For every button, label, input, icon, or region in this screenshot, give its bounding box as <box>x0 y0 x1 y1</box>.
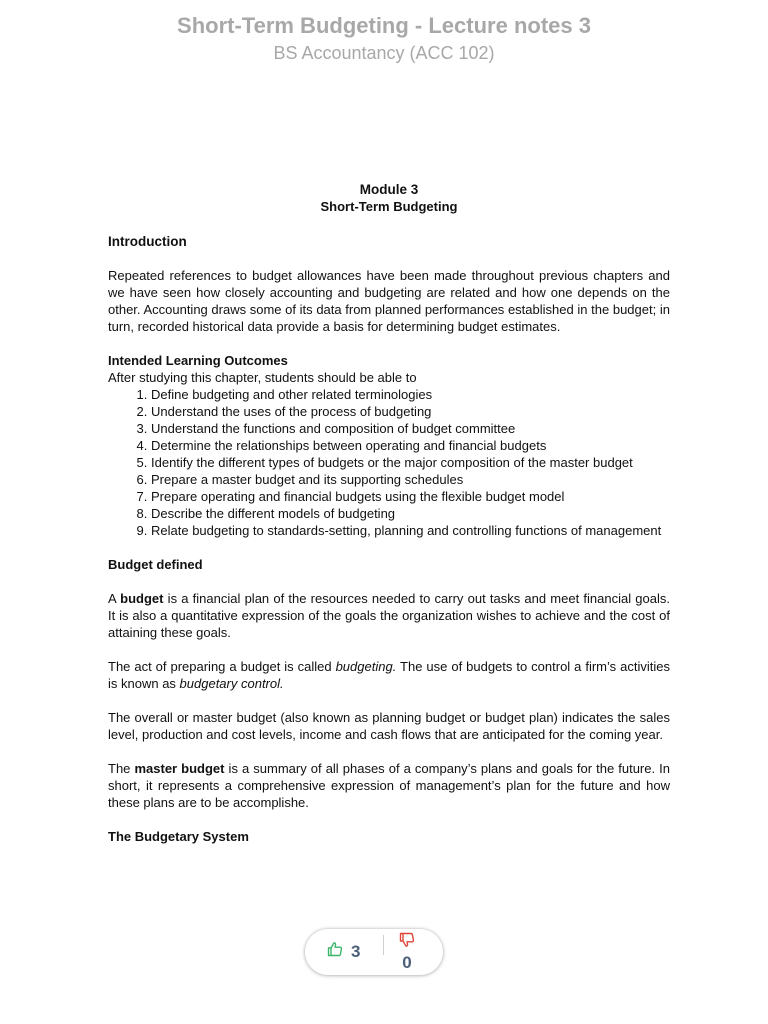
list-item: 3. Understand the functions and composition of budget committee <box>151 420 670 437</box>
upvote-button[interactable] <box>327 941 360 962</box>
upvote-count: 3 <box>351 941 361 961</box>
list-item: 2. Understand the uses of the process of budgeting <box>151 403 670 420</box>
module-number: Module 3 <box>359 182 419 197</box>
text-run: The <box>108 761 135 776</box>
text-run: is a financial plan of the resources needed to carry out tasks and meet financial goals. It is also a quantitative expression of the goals the organization wishes to achieve and the cost of attaining these goals. <box>108 591 670 640</box>
thumbs-down-icon <box>399 935 415 952</box>
master-budget-paragraph <box>108 760 670 811</box>
list-item: 1. Define budgeting and other related terminologies <box>151 386 670 403</box>
learning-outcomes-list <box>108 386 670 539</box>
budgeting-paragraph <box>108 658 670 692</box>
text-run: The use of budgets to control a firm’s activities is known as <box>108 659 670 691</box>
budgetary-system-heading: The Budgetary System <box>108 829 249 844</box>
text-run: A <box>108 591 121 606</box>
course-subtitle: BS Accountancy (ACC 102) <box>273 43 495 63</box>
list-item: 8. Describe the different models of budgeting <box>151 505 670 522</box>
vote-divider <box>383 935 384 955</box>
downvote-button[interactable] <box>393 932 421 973</box>
list-item: 6. Prepare a master budget and its supporting schedules <box>151 471 670 488</box>
term-budgeting: budgeting. <box>335 659 397 674</box>
list-item: 4. Determine the relationships between operating and financial budgets <box>151 437 670 454</box>
budget-defined-heading: Budget defined <box>108 557 203 572</box>
downvote-count: 0 <box>402 953 412 972</box>
list-item: 7. Prepare operating and financial budgets using the flexible budget model <box>151 488 670 505</box>
term-budgetary-control: budgetary control. <box>179 676 284 691</box>
list-item: 5. Identify the different types of budgets or the major composition of the master budget <box>151 454 670 471</box>
introduction-heading: Introduction <box>108 234 187 249</box>
master-budget-overview-paragraph: The overall or master budget (also known as planning budget or budget plan) indicates the sales level, production and cost levels, income and cash flows that are anticipated for the coming year. <box>108 710 670 742</box>
budget-definition-paragraph <box>108 590 670 641</box>
vote-widget <box>305 929 443 975</box>
text-run: is a summary of all phases of a company’s plans and goals for the future. In short, it represents a comprehensive expression of management’s plan for the future and how these plans are to be accomplishe. <box>108 761 671 810</box>
text-run: The act of preparing a budget is called <box>108 659 336 674</box>
thumbs-up-icon <box>327 941 343 962</box>
learning-outcomes-heading: Intended Learning Outcomes <box>108 353 288 368</box>
list-item: 9. Relate budgeting to standards-setting, planning and controlling functions of management <box>151 522 670 539</box>
term-master-budget: master budget <box>134 761 225 776</box>
document-title: Short-Term Budgeting - Lecture notes 3 <box>177 13 591 38</box>
term-budget: budget <box>120 591 164 606</box>
introduction-paragraph: Repeated references to budget allowances have been made throughout previous chapters and we have seen how closely accounting and budgeting are related and how one depends on the other. Accounting draws some of its data from planned performances established in the budget; in turn, recorded historical data provide a basis for determining budget estimates. <box>108 268 670 334</box>
document-header <box>0 12 768 65</box>
learning-outcomes-lead: After studying this chapter, students should be able to <box>108 370 417 385</box>
document-page <box>108 181 670 845</box>
module-title: Short-Term Budgeting <box>320 199 458 214</box>
